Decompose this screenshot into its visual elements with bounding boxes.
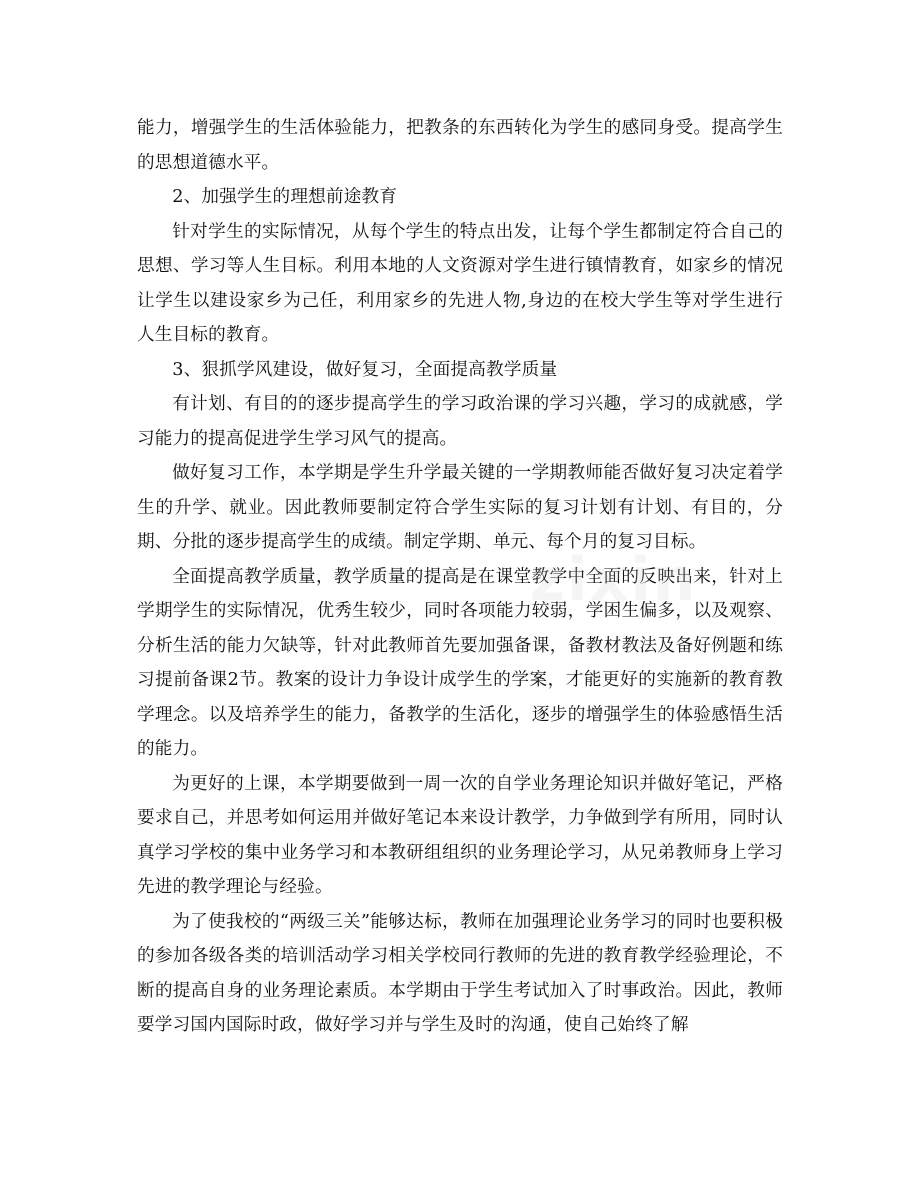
paragraph: 有计划、有目的的逐步提高学生的学习政治课的学习兴趣，学习的成就感，学习能力的提高促进学生学习风气的提高。 bbox=[137, 394, 783, 449]
paragraph: 为更好的上课，本学期要做到一周一次的自学业务理论知识并做好笔记，严格要求自己，并思考如何运用并做好笔记本来设计教学，力争做到学有所用，同时认真学习学校的集中业务学习和本教研组组织的业务理论学习，从兄弟教师身上学习先进的教学理论与经验。 bbox=[137, 773, 783, 897]
document-body bbox=[137, 111, 783, 1043]
section-heading-3: 3、狠抓学风建设，做好复习，全面提高教学质量 bbox=[172, 359, 558, 380]
paragraph: 做好复习工作，本学期是学生升学最关键的一学期教师能否做好复习决定着学生的升学、就业。因此教师要制定符合学生实际的复习计划有计划、有目的，分期、分批的逐步提高学生的成绩。制定学期、单元、每个月的复习目标。 bbox=[137, 463, 783, 552]
paragraph: 为了使我校的“两级三关”能够达标，教师在加强理论业务学习的同时也要积极的参加各级各类的培训活动学习相关学校同行教师的先进的教育教学经验理论，不断的提高自身的业务理论素质。本学期由于学生考试加入了时事政治。因此，教师要学习国内国际时政，做好学习并与学生及时的沟通，使自己始终了解 bbox=[137, 911, 783, 1035]
paragraph: 针对学生的实际情况，从每个学生的特点出发，让每个学生都制定符合自己的思想、学习等人生目标。利用本地的人文资源对学生进行镇情教育，如家乡的情况让学生以建设家乡为己任，利用家乡的先进人物,身边的在校大学生等对学生进行人生目标的教育。 bbox=[137, 221, 783, 345]
watermark-logo: zixin bbox=[530, 545, 698, 615]
section-heading-2: 2、加强学生的理想前途教育 bbox=[172, 187, 398, 207]
paragraph-continued: 能力，增强学生的生活体验能力，把教条的东西转化为学生的感同身受。提高学生的思想道德水平。 bbox=[137, 118, 783, 173]
paragraph: 全面提高教学质量，教学质量的提高是在课堂教学中全面的反映出来，针对上学期学生的实际情况，优秀生较少，同时各项能力较弱，学困生偏多，以及观察、分析生活的能力欠缺等，针对此教师首先要加强备课，备教材教法及备好例题和练习提前备课2节。教案的设计力争设计成学生的学案，才能更好的实施新的教育教学理念。以及培养学生的能力，备教学的生活化，逐步的增强学生的体验感悟生活的能力。 bbox=[137, 566, 783, 759]
